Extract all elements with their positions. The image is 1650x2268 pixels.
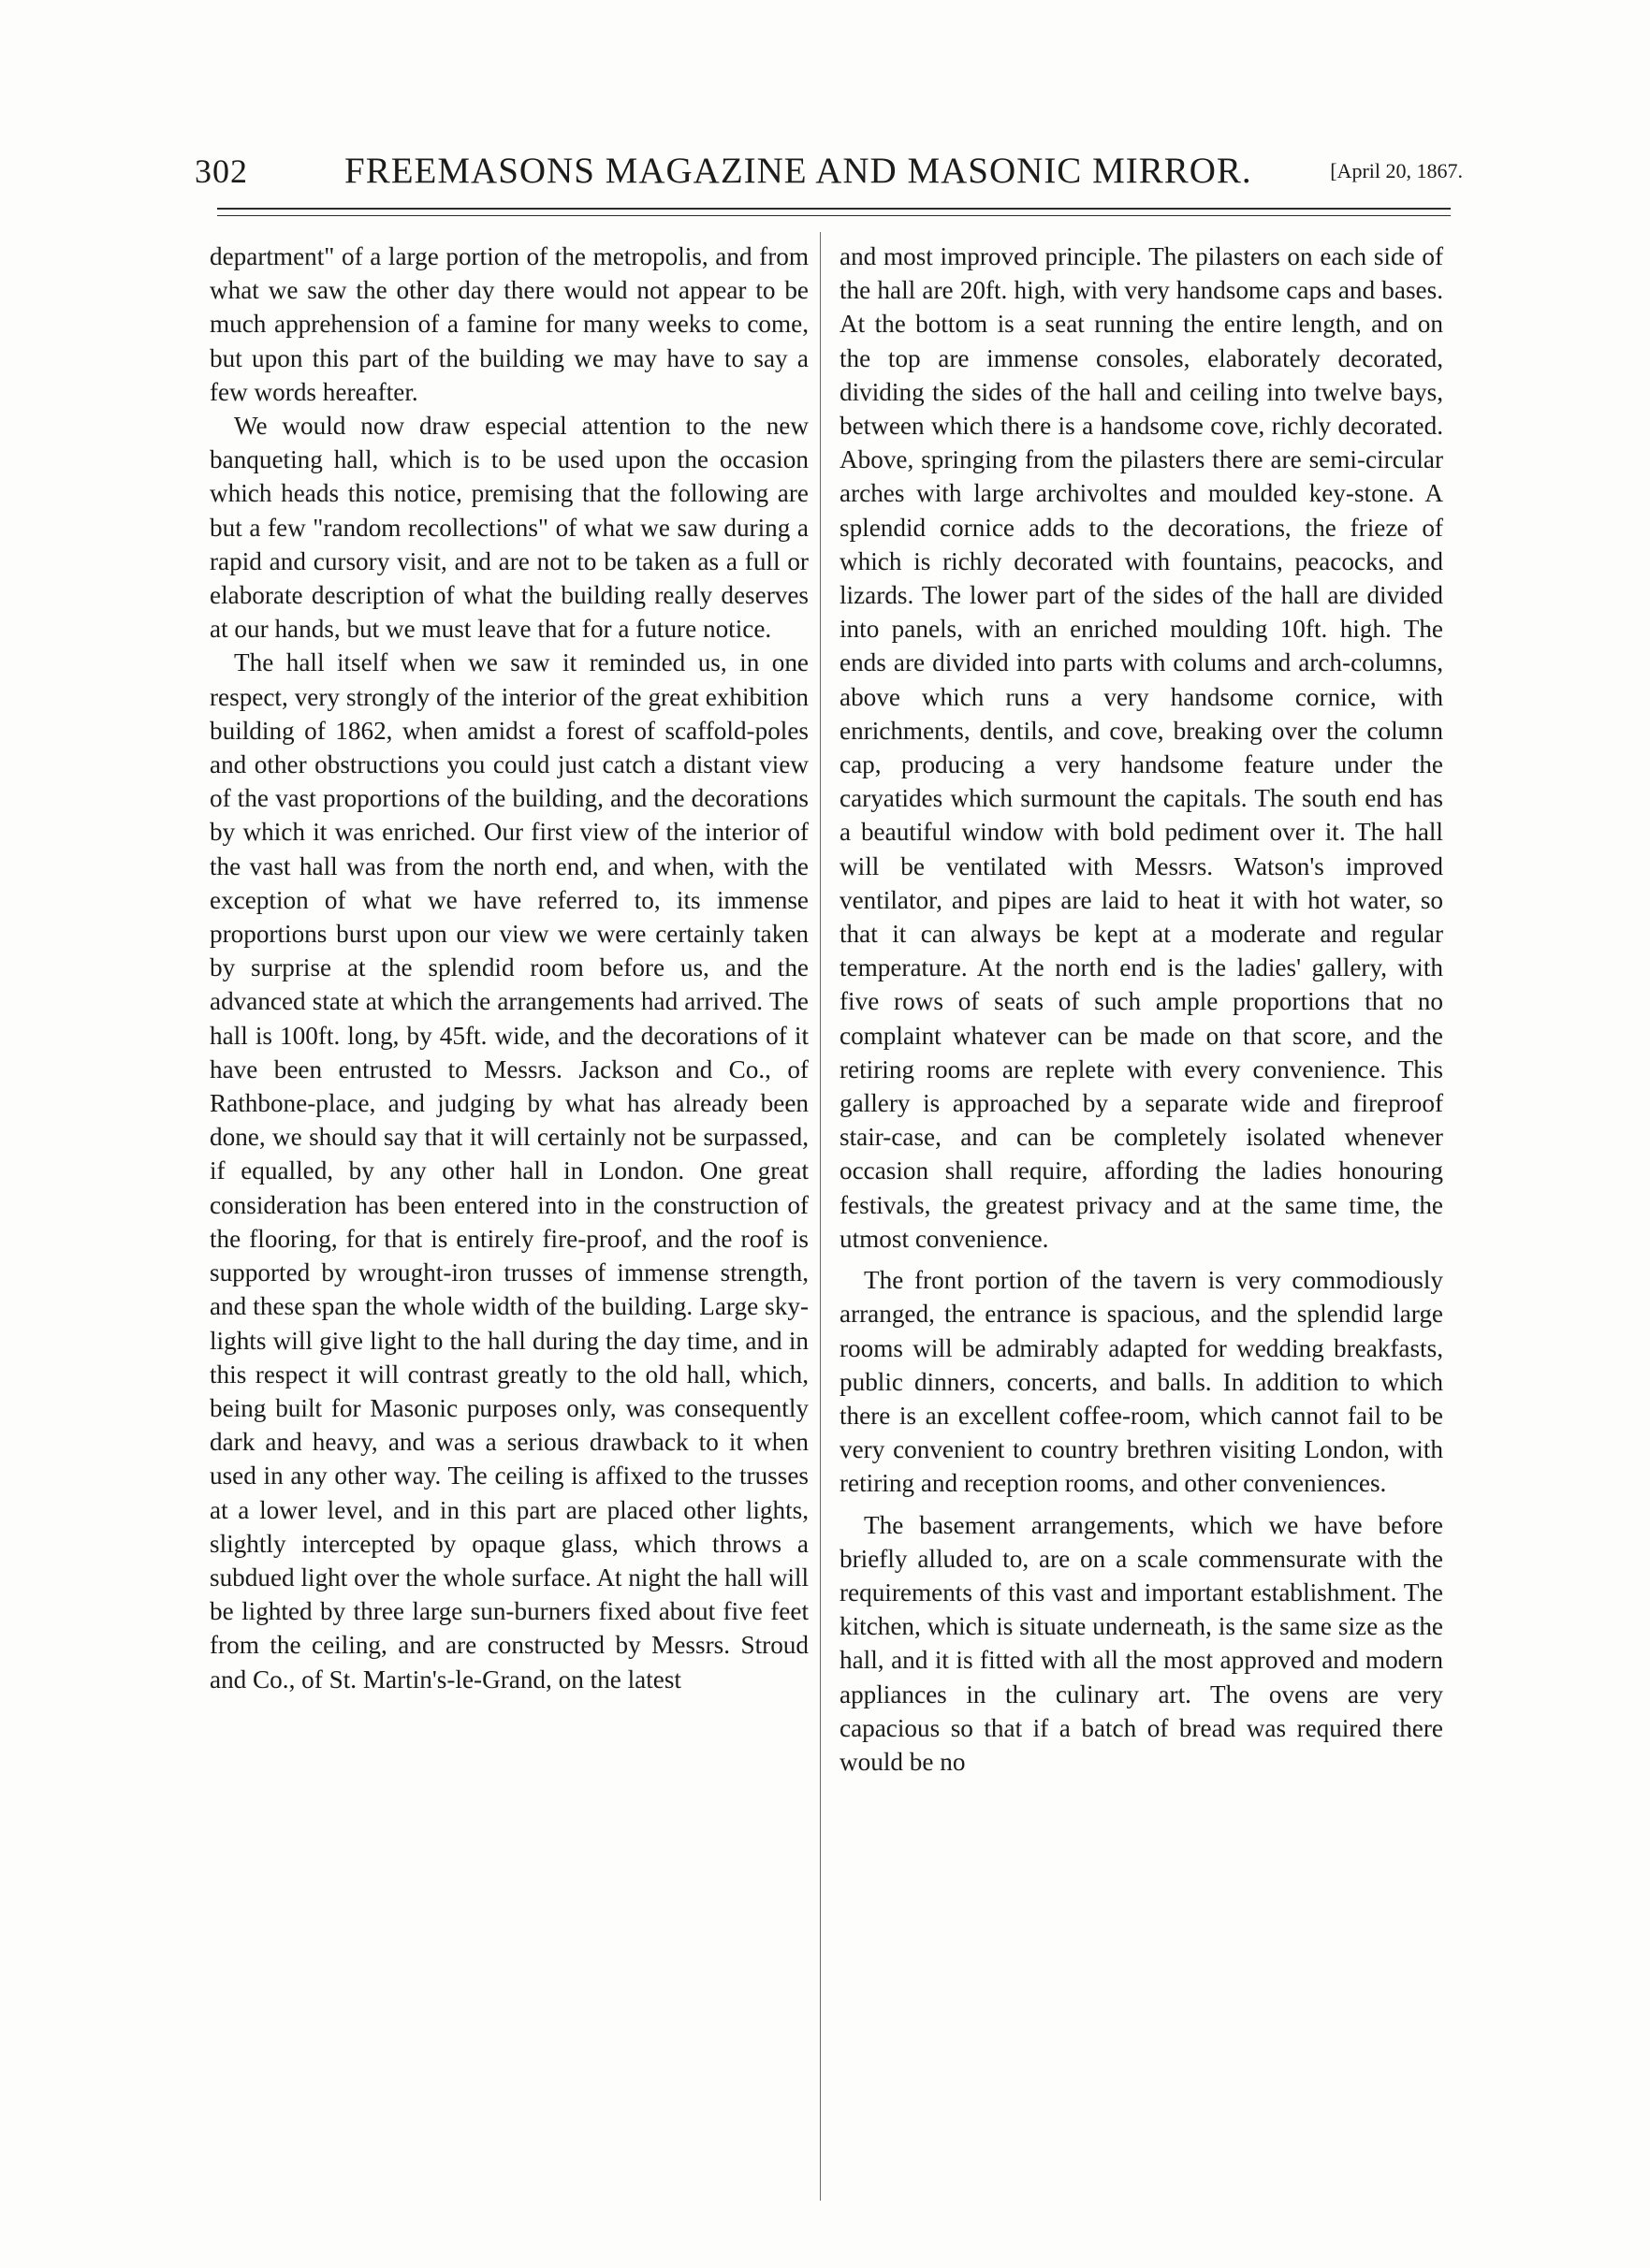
column-divider (820, 232, 821, 2201)
right-column (840, 240, 1443, 1779)
paragraph: We would now draw especial attention to the new banqueting hall, which is to be used upon the occasion which heads this notice, premising that the following are but a few "random recollections" of what we saw during a rapid and cursory visit, and are not to be taken as a full or elaborate description of what the building really deserves at our hands, but we must leave that for a future notice. (210, 412, 809, 644)
paragraph: The front portion of the tavern is very commodiously arranged, the entrance is spacious, and the splendid large rooms will be admirably adapted for wedding breakfasts, public dinners, concerts, and balls. In addition to which there is an excellent coffee-room, which cannot fail to be very convenient to country brethren visiting London, with retiring and reception rooms, and other conveniences. (840, 1266, 1443, 1498)
page-header (195, 142, 1463, 189)
header-rule-thick (217, 208, 1451, 210)
magazine-title: FREEMASONS MAGAZINE AND MASONIC MIRROR. (344, 151, 1252, 191)
paragraph: The hall itself when we saw it reminded us, in one respect, very strongly of the interior of the great exhibition building of 1862, when amidst a forest of scaffold-poles and other obstructions you could just catch a distant view of the vast proportions of the building, and the decorations by which it was enriched. Our first view of the interior of the vast hall was from the north end, and when, with the exception of what we have referred to, its immense proportions burst upon our view we were certainly taken by surprise at the splendid room before us, and the advanced state at which the arrangements had arrived. The hall is 100ft. long, by 45ft. wide, and the decorations of it have been entrusted to Messrs. Jackson and Co., of Rathbone-place, and judging by what has already been done, we should say that it will certainly not be surpassed, if equalled, by any other hall in London. One great consideration has been entered into in the construction of the flooring, for that is entirely fire-proof, and the roof is supported by wrought-iron trusses of immense strength, and these span the whole width of the building. Large sky-lights will give light to the hall during the day time, and in this respect it will contrast greatly to the old hall, which, being built for Masonic purposes only, was consequently dark and heavy, and was a serious drawback to it when used in any other way. The ceiling is affixed to the trusses at a lower level, and in this part are placed other lights, slightly intercepted by opaque glass, which throws a subdued light over the whole surface. At night the hall will be lighted by three large sun-burners fixed about five feet from the ceiling, and are constructed by Messrs. Stroud and Co., of St. Martin's-le-Grand, on the latest (210, 648, 809, 1694)
paragraph: and most improved principle. The pilasters on each side of the hall are 20ft. high, with very handsome caps and bases. At the bottom is a seat running the entire length, and on the top are immense consoles, elaborately decorated, dividing the sides of the hall and ceiling into twelve bays, between which there is a handsome cove, richly decorated. Above, springing from the pilasters there are semi-circular arches with large archivoltes and moulded key-stone. A splendid cornice adds to the decorations, the frieze of which is richly decorated with fountains, peacocks, and lizards. The lower part of the sides of the hall are divided into panels, with an enriched moulding 10ft. high. The ends are divided into parts with colums and arch-columns, above which runs a very handsome cornice, with enrichments, dentils, and cove, breaking over the column cap, producing a very handsome feature under the caryatides which surmount the capitals. The south end has a beautiful window with bold pediment over it. The hall will be ventilated with Messrs. Watson's improved ventilator, and pipes are laid to heat it with hot water, so that it can always be kept at a moderate and regular temperature. At the north end is the ladies' gallery, with five rows of seats of such ample proportions that no complaint whatever can be made on that score, and the retiring rooms are replete with every convenience. This gallery is approached by a separate wide and fireproof stair-case, and can be completely isolated whenever occasion shall require, affording the ladies honouring festivals, the greatest privacy and at the same time, the utmost convenience. (840, 242, 1443, 1253)
issue-date: [April 20, 1867. (1330, 159, 1463, 182)
header-rule-thin (217, 215, 1451, 216)
page-number: 302 (195, 153, 248, 190)
paragraph: department" of a large portion of the metropolis, and from what we saw the other day there would not appear to be much apprehension of a famine for many weeks to come, but upon this part of the building we may have to say a few words hereafter. (210, 242, 809, 406)
paragraph: The basement arrangements, which we have before briefly alluded to, are on a scale commensurate with the requirements of this vast and important establishment. The kitchen, which is situate underneath, is the same size as the hall, and it is fitted with all the most approved and modern appliances in the culinary art. The ovens are very capacious so that if a batch of bread was required there would be no (840, 1510, 1443, 1776)
left-column (210, 240, 809, 1696)
